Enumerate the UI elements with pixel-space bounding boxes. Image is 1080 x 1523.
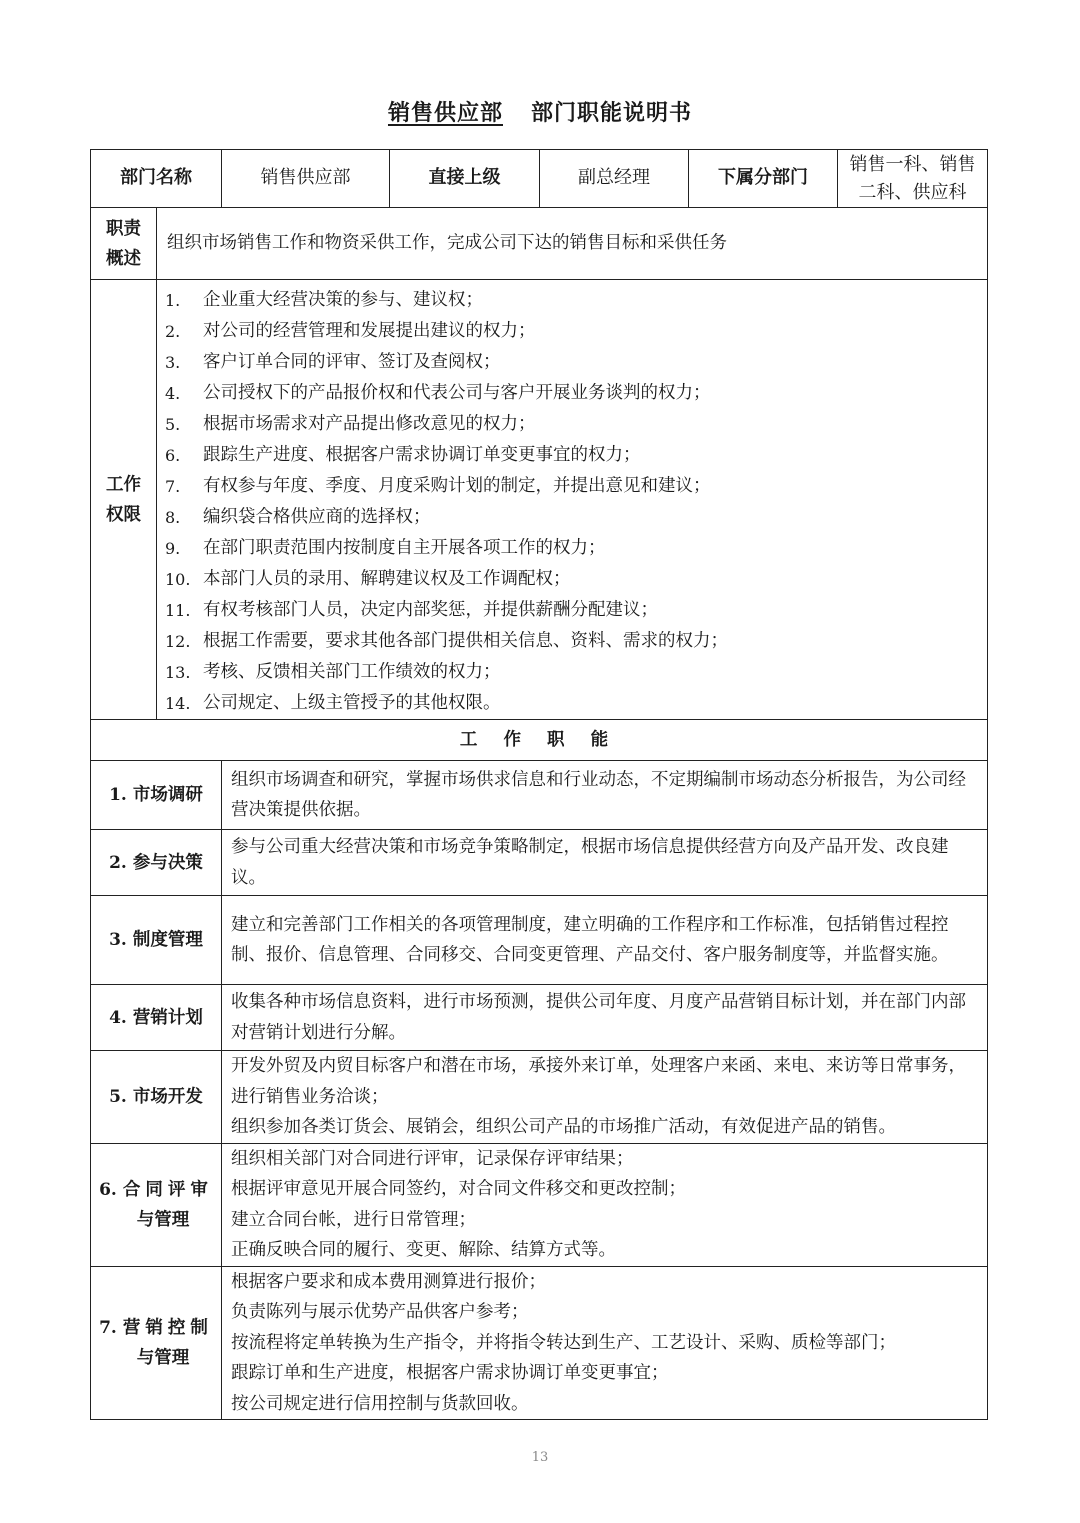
rights-item-number: 3. [165, 353, 181, 372]
duty-row [91, 1143, 988, 1266]
duty-description [222, 830, 988, 896]
duty-number: 1. [109, 785, 127, 805]
duty-name-text: 营销控制 [122, 1317, 213, 1338]
rights-list-cell [157, 280, 988, 720]
duty-row [91, 761, 988, 830]
superior-label: 直接上级 [390, 150, 540, 208]
duty-description-line: 开发外贸及内贸目标客户和潜在市场，承接外来订单，处理客户来函、来电、来访等日常事务，进行销售业务洽谈； [231, 1056, 966, 1107]
rights-item [165, 471, 987, 502]
duty-name-line1 [91, 780, 221, 810]
duty-description-line: 建立合同台帐，进行日常管理； [231, 1209, 476, 1230]
duty-name-line1 [91, 1003, 221, 1033]
duty-description-line: 参与公司重大经营决策和市场竞争策略制定，根据市场信息提供经营方向及产品开发、改良建议。 [231, 837, 949, 888]
rights-item-text: 跟踪生产进度、根据客户需求协调订单变更事宜的权力； [203, 445, 641, 465]
duty-description-line: 正确反映合同的履行、变更、解除、结算方式等。 [231, 1240, 616, 1260]
overview-text: 组织市场销售工作和物资采供工作，完成公司下达的销售目标和采供任务 [157, 208, 988, 280]
rights-row [91, 280, 988, 720]
rights-item-number: 5. [165, 415, 181, 434]
duty-name-text: 合同评审 [122, 1179, 213, 1200]
duty-description [222, 1051, 988, 1144]
rights-item-number: 7. [165, 477, 181, 496]
rights-item [165, 378, 987, 409]
rights-item-text: 企业重大经营决策的参与、建议权； [203, 290, 483, 310]
rights-item-number: 2. [165, 322, 181, 341]
duty-name-text: 制度管理 [132, 930, 203, 950]
rights-item-text: 考核、反馈相关部门工作绩效的权力； [203, 662, 501, 682]
page-number: 13 [531, 1450, 549, 1465]
duty-description [222, 896, 988, 985]
rights-item-text: 根据工作需要，要求其他各部门提供相关信息、资料、需求的权力； [203, 631, 728, 651]
rights-item-text: 有权参与年度、季度、月度采购计划的制定，并提出意见和建议； [203, 476, 711, 496]
title-department: 销售供应部 [387, 101, 503, 126]
duty-row [91, 985, 988, 1051]
rights-list [165, 285, 987, 719]
subordinate-value-line1: 销售一科、销售 [849, 153, 976, 175]
duty-number: 6. [99, 1179, 117, 1200]
duty-description-line: 负责陈列与展示优势产品供客户参考； [231, 1302, 529, 1322]
rights-item-number: 1. [165, 291, 181, 310]
duty-number: 4. [109, 1007, 127, 1028]
duty-description-line: 根据客户要求和成本费用测算进行报价； [231, 1271, 546, 1292]
duty-name-line1 [91, 925, 221, 955]
rights-item-number: 14. [165, 694, 191, 713]
rights-item-number: 6. [165, 446, 181, 465]
duty-row [91, 896, 988, 985]
rights-item-number: 8. [165, 508, 181, 527]
superior-value: 副总经理 [540, 150, 689, 208]
duty-name [91, 896, 222, 985]
duty-number: 2. [109, 852, 127, 873]
rights-item-text: 本部门人员的录用、解聘建议权及工作调配权； [203, 569, 571, 589]
rights-item-text: 公司规定、上级主管授予的其他权限。 [203, 693, 501, 713]
rights-item-text: 编织袋合格供应商的选择权； [203, 507, 431, 527]
rights-item [165, 533, 987, 564]
duties-title: 工 作 职 能 [91, 720, 988, 761]
duty-name-line1 [91, 1082, 221, 1112]
rights-item-text: 有权考核部门人员，决定内部奖惩，并提供薪酬分配建议； [203, 600, 658, 620]
duty-name [91, 761, 222, 830]
page-title [0, 96, 1080, 127]
duty-name-text: 参与决策 [132, 852, 203, 873]
dept-name-value: 销售供应部 [222, 150, 390, 208]
rights-item-number: 11. [165, 601, 191, 620]
duty-name-line2: 与管理 [136, 1347, 190, 1368]
overview-label-line2: 概述 [106, 248, 141, 269]
header-row [91, 150, 988, 208]
rights-label-line1: 工作 [106, 474, 141, 495]
rights-item [165, 316, 987, 347]
rights-item [165, 347, 987, 378]
duty-description-line: 按公司规定进行信用控制与货款回收。 [231, 1393, 529, 1414]
duty-name-line1 [91, 848, 221, 878]
overview-label [91, 208, 157, 280]
duty-description-line: 按流程将定单转换为生产指令，并将指令转达到生产、工艺设计、采购、质检等部门； [231, 1332, 896, 1353]
duty-name [91, 830, 222, 896]
duty-number: 3. [109, 930, 127, 950]
duty-row [91, 830, 988, 896]
rights-item-text: 在部门职责范围内按制度自主开展各项工作的权力； [203, 538, 606, 558]
duty-description-line: 收集各种市场信息资料，进行市场预测，提供公司年度、月度产品营销目标计划，并在部门内部对营销计划进行分解。 [231, 992, 966, 1043]
duty-name [91, 1143, 222, 1266]
rights-item-number: 10. [165, 570, 191, 589]
duty-description-line: 跟踪订单和生产进度，根据客户需求协调订单变更事宜； [231, 1363, 669, 1383]
title-doc-type: 部门职能说明书 [531, 101, 693, 126]
rights-item [165, 285, 987, 316]
duty-description [222, 1143, 988, 1266]
subordinate-value-line2: 二科、供应科 [858, 181, 967, 203]
duty-name-text: 市场开发 [132, 1086, 203, 1107]
duty-name [91, 1051, 222, 1144]
rights-item-text: 公司授权下的产品报价权和代表公司与客户开展业务谈判的权力； [203, 383, 711, 403]
duty-description [222, 985, 988, 1051]
rights-item-number: 12. [165, 632, 191, 651]
subordinate-value [838, 150, 988, 208]
rights-item-text: 客户订单合同的评审、签订及查阅权； [203, 352, 501, 372]
rights-label [91, 280, 157, 720]
rights-item-number: 9. [165, 539, 181, 558]
duty-row [91, 1051, 988, 1144]
duty-description-line: 组织参加各类订货会、展销会，组织公司产品的市场推广活动，有效促进产品的销售。 [231, 1117, 896, 1137]
rights-item [165, 657, 987, 688]
rights-item-number: 4. [165, 384, 181, 403]
rights-item [165, 564, 987, 595]
duty-row [91, 1266, 988, 1420]
duty-description-line: 根据评审意见开展合同签约，对合同文件移交和更改控制； [231, 1179, 686, 1199]
rights-item [165, 440, 987, 471]
duty-name-line2: 与管理 [136, 1209, 190, 1230]
dept-name-label: 部门名称 [91, 150, 222, 208]
duty-description [222, 1266, 988, 1420]
duty-description-line: 组织市场调查和研究，掌握市场供求信息和行业动态，不定期编制市场动态分析报告，为公司经营决策提供依据。 [231, 769, 966, 820]
duty-number: 7. [99, 1317, 117, 1338]
duty-description-line: 组织相关部门对合同进行评审，记录保存评审结果； [231, 1148, 634, 1169]
rights-item [165, 595, 987, 626]
rights-item-text: 对公司的经营管理和发展提出建议的权力； [203, 321, 536, 341]
subordinate-label: 下属分部门 [689, 150, 838, 208]
duty-name-line1 [91, 1313, 221, 1343]
duty-number: 5. [109, 1086, 127, 1107]
duties-body [91, 761, 988, 1420]
rights-item-text: 根据市场需求对产品提出修改意见的权力； [203, 414, 536, 434]
duty-name-line1 [91, 1175, 221, 1205]
rights-item-number: 13. [165, 663, 191, 682]
duty-name [91, 1266, 222, 1420]
duty-description-line: 建立和完善部门工作相关的各项管理制度，建立明确的工作程序和工作标准，包括销售过程控制、报价、信息管理、合同移交、合同变更管理、产品交付、客户服务制度等，并监督实施。 [231, 914, 949, 965]
rights-item [165, 688, 987, 719]
rights-label-line2: 权限 [106, 504, 141, 525]
duties-title-row [91, 720, 988, 761]
rights-item [165, 502, 987, 533]
duty-name-text: 营销计划 [132, 1007, 203, 1028]
duty-description [222, 761, 988, 830]
rights-item [165, 409, 987, 440]
duty-name [91, 985, 222, 1051]
overview-label-line1: 职责 [106, 218, 141, 239]
duty-name-text: 市场调研 [132, 785, 203, 805]
rights-item [165, 626, 987, 657]
function-table [90, 149, 988, 1420]
overview-row [91, 208, 988, 280]
